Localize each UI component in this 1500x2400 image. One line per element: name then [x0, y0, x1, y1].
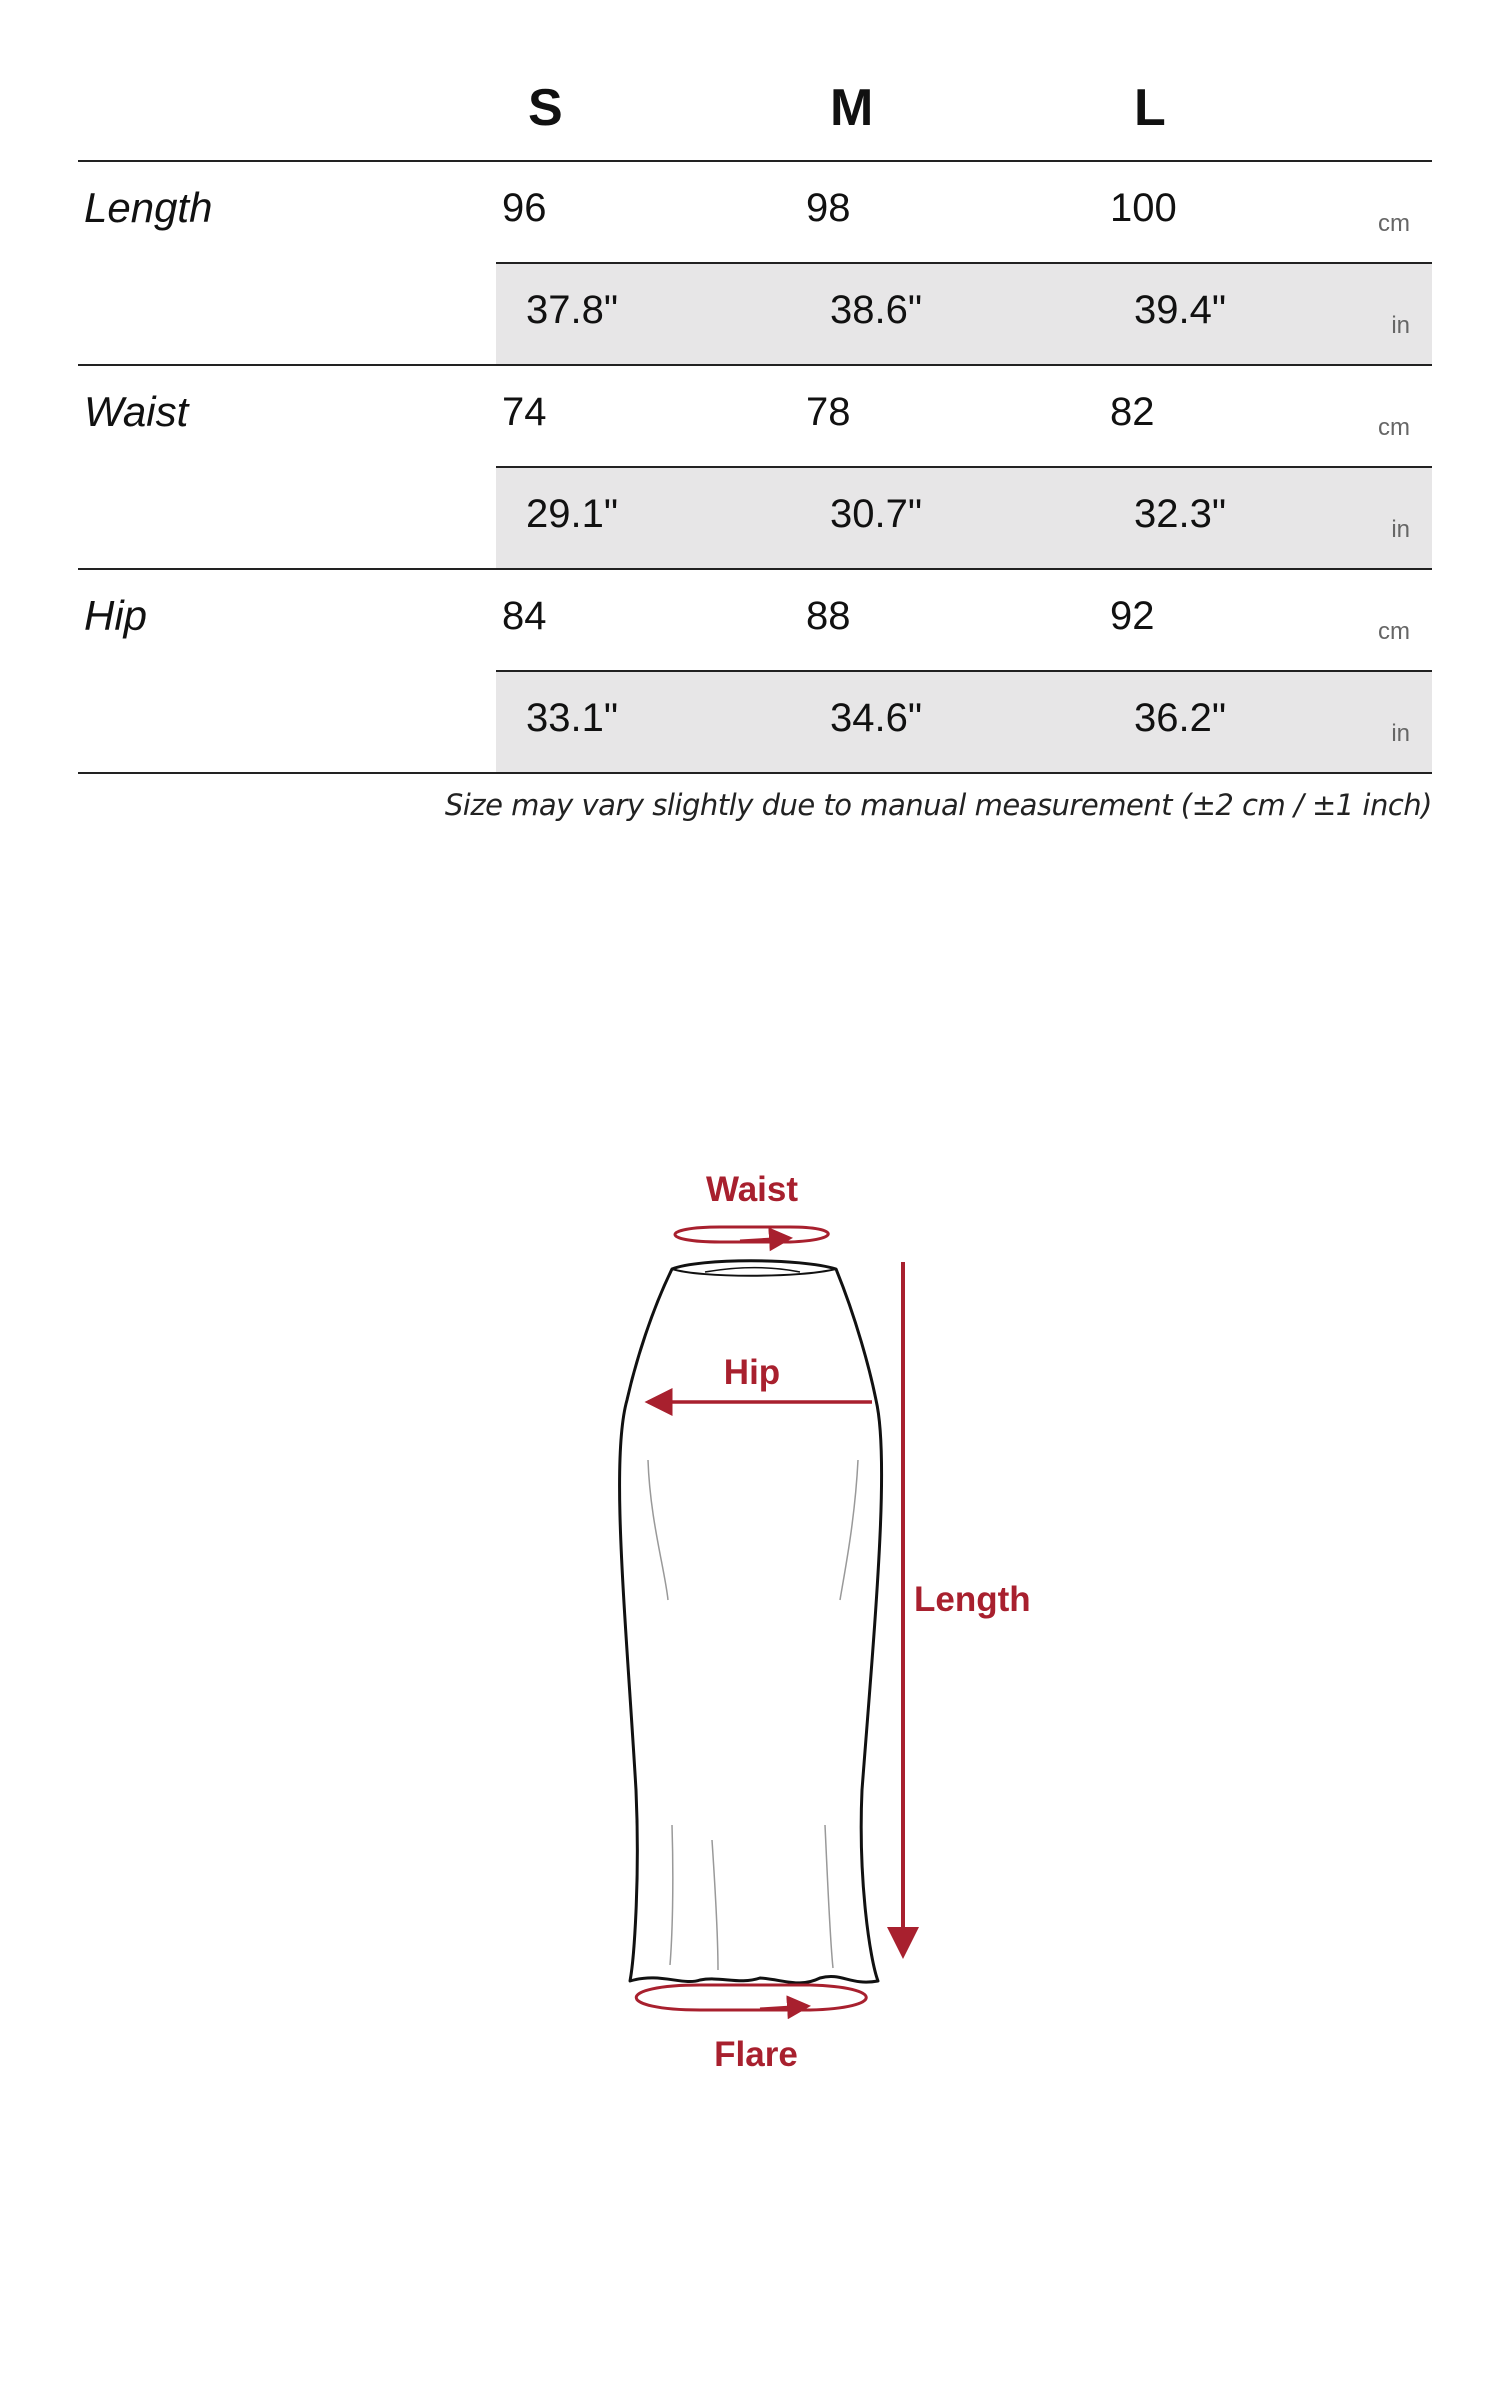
hip-cm-row	[496, 570, 1432, 672]
hip-in-s: 33.1"	[526, 696, 619, 740]
measurement-note: Size may vary slightly due to manual measurement (±2 cm / ±1 inch)	[444, 788, 1432, 822]
hip-in-row	[496, 672, 1432, 772]
hip-in-unit: in	[1391, 720, 1410, 747]
hip-cm-m: 88	[806, 594, 851, 638]
waist-cm-s: 74	[502, 390, 547, 434]
hip-cm-s: 84	[502, 594, 547, 638]
length-cm-row	[496, 162, 1432, 264]
length-in-m: 38.6"	[830, 288, 923, 332]
length-in-l: 39.4"	[1134, 288, 1227, 332]
flare-measure	[636, 1985, 866, 2074]
length-in-row	[496, 264, 1432, 364]
waist-cm-l: 82	[1110, 390, 1155, 434]
length-cm-unit: cm	[1378, 210, 1410, 237]
size-header-s: S	[528, 79, 563, 137]
length-label: Length	[84, 184, 213, 231]
waist-diagram-label: Waist	[705, 1170, 799, 1209]
length-measure	[903, 1262, 1031, 1955]
waist-in-row	[496, 468, 1432, 568]
waist-in-unit: in	[1391, 516, 1410, 543]
length-group	[78, 162, 1432, 366]
size-header-l: L	[1134, 79, 1166, 137]
waist-cm-row	[496, 366, 1432, 468]
length-in-s: 37.8"	[526, 288, 619, 332]
waist-measure	[675, 1170, 828, 1242]
hip-measure	[648, 1353, 872, 1402]
hip-diagram-label: Hip	[723, 1353, 781, 1392]
flare-diagram-label: Flare	[714, 2035, 798, 2074]
flare-loop	[636, 1985, 866, 2010]
waist-in-s: 29.1"	[526, 492, 619, 536]
size-header-row	[78, 60, 1432, 162]
length-in-unit: in	[1391, 312, 1410, 339]
waist-cm-m: 78	[806, 390, 851, 434]
size-chart-table	[78, 60, 1432, 774]
hip-group	[78, 570, 1432, 774]
hip-label: Hip	[84, 592, 148, 639]
length-cm-m: 98	[806, 186, 851, 230]
hip-in-l: 36.2"	[1134, 696, 1227, 740]
hip-cm-unit: cm	[1378, 618, 1410, 645]
size-header-m: M	[830, 79, 874, 137]
waist-cm-unit: cm	[1378, 414, 1410, 441]
waist-label: Waist	[84, 388, 189, 435]
length-diagram-label: Length	[914, 1580, 1031, 1619]
hip-in-m: 34.6"	[830, 696, 923, 740]
length-cm-s: 96	[502, 186, 547, 230]
hip-cm-l: 92	[1110, 594, 1155, 638]
skirt-measurement-diagram	[0, 1100, 1500, 2100]
waist-in-l: 32.3"	[1134, 492, 1227, 536]
waist-in-m: 30.7"	[830, 492, 923, 536]
length-cm-l: 100	[1110, 186, 1177, 230]
waist-group	[78, 366, 1432, 570]
